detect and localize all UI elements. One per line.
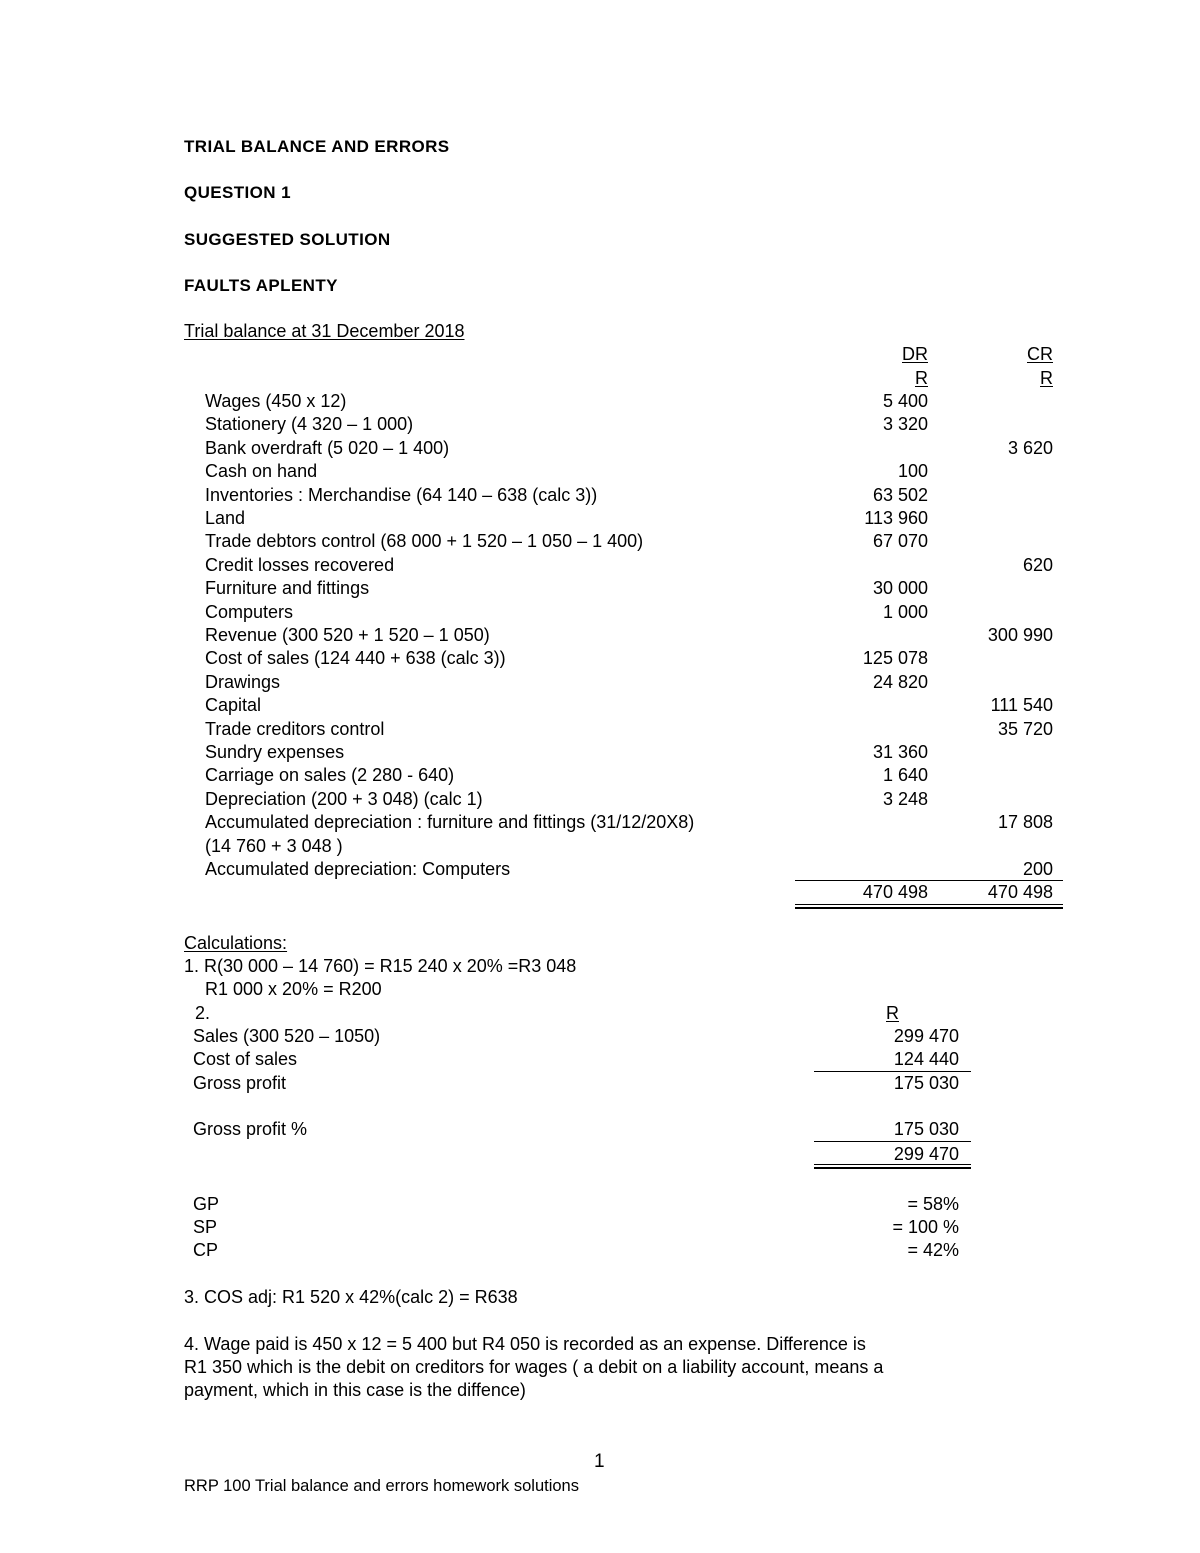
tb-row-label: Drawings bbox=[205, 671, 281, 692]
tb-row-dr: 24 820 bbox=[872, 671, 928, 692]
ratio-gp-value: = 58% bbox=[907, 1194, 959, 1214]
cos-value: 124 440 bbox=[893, 1049, 959, 1069]
tb-row-label: Sundry expenses bbox=[205, 742, 345, 762]
solution-heading: SUGGESTED SOLUTION bbox=[184, 230, 391, 249]
tb-row-dr: 31 360 bbox=[872, 742, 928, 762]
dr-header: DR bbox=[902, 344, 928, 364]
gp-pct-label: Gross profit % bbox=[193, 1119, 308, 1139]
tb-row-label: Furniture and fittings bbox=[205, 578, 370, 599]
fraction-rule bbox=[814, 1141, 971, 1142]
tb-row-label: Wages (450 x 12) bbox=[205, 391, 347, 411]
calc2-currency: R bbox=[886, 1003, 899, 1023]
dr-currency: R bbox=[915, 368, 928, 388]
gp-value: 175 030 bbox=[893, 1073, 959, 1093]
tb-row-cr: 200 bbox=[1022, 859, 1053, 879]
tb-row-label: Inventories : Merchandise (64 140 – 638 (calc 3)) bbox=[205, 484, 598, 505]
calc3: 3. COS adj: R1 520 x 42%(calc 2) = R638 bbox=[184, 1287, 518, 1307]
calc2-number: 2. bbox=[195, 1003, 211, 1023]
cos-label: Cost of sales bbox=[193, 1049, 298, 1069]
calc1-line1: 1. R(30 000 – 14 760) = R15 240 x 20% =R3 048 bbox=[184, 956, 577, 976]
tb-row-label: Trade creditors control bbox=[205, 718, 385, 739]
tb-row-label: Credit losses recovered bbox=[205, 554, 395, 575]
gp-label: Gross profit bbox=[193, 1073, 287, 1093]
tb-row-dr: 30 000 bbox=[872, 578, 928, 599]
fraction-double-rule bbox=[814, 1164, 971, 1169]
tb-row-label: Computers bbox=[205, 601, 294, 622]
calc4-line1: 4. Wage paid is 450 x 12 = 5 400 but R4 050 is recorded as an expense. Difference is bbox=[184, 1334, 866, 1354]
tb-row-dr: 3 248 bbox=[882, 788, 928, 809]
total-dr: 470 498 bbox=[862, 882, 928, 902]
page-number: 1 bbox=[594, 1451, 605, 1472]
tb-row-label: Depreciation (200 + 3 048) (calc 1) bbox=[205, 788, 483, 809]
tb-row-cr: 35 720 bbox=[997, 718, 1053, 739]
ratio-cp-value: = 42% bbox=[907, 1240, 959, 1260]
document-title: TRIAL BALANCE AND ERRORS bbox=[184, 137, 450, 156]
tb-row-label: Cash on hand bbox=[205, 461, 318, 482]
tb-row-label: Bank overdraft (5 020 – 1 400) bbox=[205, 437, 450, 458]
tb-row-cr: 17 808 bbox=[997, 812, 1053, 833]
tb-row-dr: 125 078 bbox=[862, 648, 928, 669]
tb-row-label: Land bbox=[205, 508, 246, 528]
tb-row-label: Accumulated depreciation : furniture and fittings (31/12/20X8) bbox=[205, 812, 695, 833]
tb-row-dr: 5 400 bbox=[882, 391, 928, 411]
ratio-gp-label: GP bbox=[193, 1194, 220, 1214]
tb-row-cr: 111 540 bbox=[990, 695, 1053, 716]
total-cr: 470 498 bbox=[987, 882, 1053, 902]
tb-row-dr: 63 502 bbox=[872, 484, 928, 505]
tb-row-label: Cost of sales (124 440 + 638 (calc 3)) bbox=[205, 648, 506, 669]
tb-row-label: Accumulated depreciation: Computers bbox=[205, 859, 511, 879]
tb-row-cr: 620 bbox=[1022, 554, 1053, 575]
trial-balance-title: Trial balance at 31 December 2018 bbox=[184, 321, 465, 341]
company-heading: FAULTS APLENTY bbox=[184, 276, 338, 295]
tb-row-dr: 100 bbox=[897, 461, 928, 482]
gp-pct-denominator: 299 470 bbox=[893, 1144, 959, 1164]
ratio-sp-label: SP bbox=[193, 1217, 218, 1237]
tb-row-label: Revenue (300 520 + 1 520 – 1 050) bbox=[205, 625, 490, 645]
tb-row-cr: 300 990 bbox=[987, 625, 1053, 645]
cr-header: CR bbox=[1027, 344, 1053, 364]
tb-row-label: Trade debtors control (68 000 + 1 520 – 1 050 – 1 400) bbox=[205, 531, 644, 552]
tb-row-label: Stationery (4 320 – 1 000) bbox=[205, 414, 414, 435]
tb-row-dr: 3 320 bbox=[882, 414, 928, 435]
calc4-line2: R1 350 which is the debit on creditors for wages ( a debit on a liability account, means a bbox=[184, 1357, 884, 1377]
sales-label: Sales (300 520 – 1050) bbox=[193, 1026, 381, 1046]
tb-row-dr: 67 070 bbox=[872, 531, 928, 552]
calc4-line3: payment, which in this case is the diffence) bbox=[184, 1380, 526, 1400]
tb-row-dr: 1 000 bbox=[882, 601, 928, 622]
ratio-sp-value: = 100 % bbox=[892, 1217, 959, 1237]
total-double-rule bbox=[795, 904, 1063, 909]
calculations-heading: Calculations: bbox=[184, 933, 288, 953]
tb-row-cr: 3 620 bbox=[1007, 437, 1053, 458]
question-heading: QUESTION 1 bbox=[184, 183, 291, 202]
sales-value: 299 470 bbox=[893, 1026, 959, 1046]
footer-text: RRP 100 Trial balance and errors homework solutions bbox=[184, 1477, 579, 1495]
tb-row-label: Capital bbox=[205, 695, 262, 716]
ratio-cp-label: CP bbox=[193, 1240, 219, 1260]
gp-pct-numerator: 175 030 bbox=[893, 1119, 959, 1139]
tb-row-dr: 1 640 bbox=[882, 765, 928, 786]
tb-row-label: (14 760 + 3 048 ) bbox=[205, 835, 343, 856]
calc1-line2: R1 000 x 20% = R200 bbox=[205, 979, 382, 999]
tb-row-label: Carriage on sales (2 280 - 640) bbox=[205, 765, 455, 786]
tb-row-dr: 113 960 bbox=[864, 508, 928, 528]
cr-currency: R bbox=[1040, 368, 1053, 388]
